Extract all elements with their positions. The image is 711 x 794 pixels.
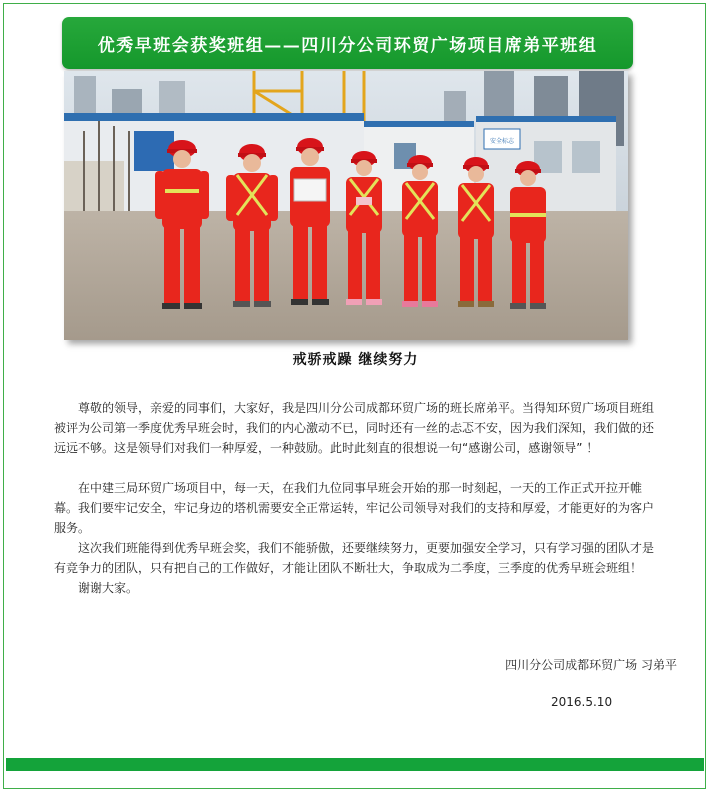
- paragraph-2: 在中建三局环贸广场项目中，每一天，在我们九位同事早班会开始的那一时刻起，一天的工作正式开拉开帷幕。我们要牢记安全，牢记身边的塔机需要安全正常运转，牢记公司领导对我们的支持和厚爱，才能更好的为客户服务。: [54, 481, 655, 535]
- footer-bar: [6, 758, 704, 771]
- team-photo: [64, 71, 628, 340]
- photo-caption: 戒骄戒躁 继续努力: [292, 352, 419, 368]
- signature: 四川分公司成都环贸广场 习弟平: [505, 658, 677, 672]
- site-sign: 安全标志: [489, 138, 515, 145]
- page-title: 优秀早班会获奖班组——四川分公司环贸广场项目席弟平班组: [97, 35, 598, 56]
- paragraph-3: 这次我们班能得到优秀早班会奖，我们不能骄傲，还要继续努力，更要加强安全学习，只有学习强的团队才是有竞争力的团队，只有把自己的工作做好，才能让团队不断壮大，争取成为二季度，三季度的优秀早班会班组！: [54, 541, 655, 575]
- article-body: [54, 398, 656, 598]
- team-photo-illustration: [64, 71, 628, 340]
- title-banner: [62, 17, 633, 69]
- paragraph-4: 谢谢大家。: [78, 581, 139, 595]
- paragraph-1: 尊敬的领导，亲爱的同事们，大家好，我是四川分公司成都环贸广场的班长席弟平。当得知环贸广场项目班组被评为公司第一季度优秀早班会时，我们的内心激动不已，同时还有一丝的忐忑不安，因为我们深知，我们做的还远远不够。这是领导们对我们一种厚爱，一种鼓励。此时此刻直的很想说一句“感谢公司，感谢领导” ！: [54, 401, 655, 455]
- date: 2016.5.10: [551, 695, 613, 709]
